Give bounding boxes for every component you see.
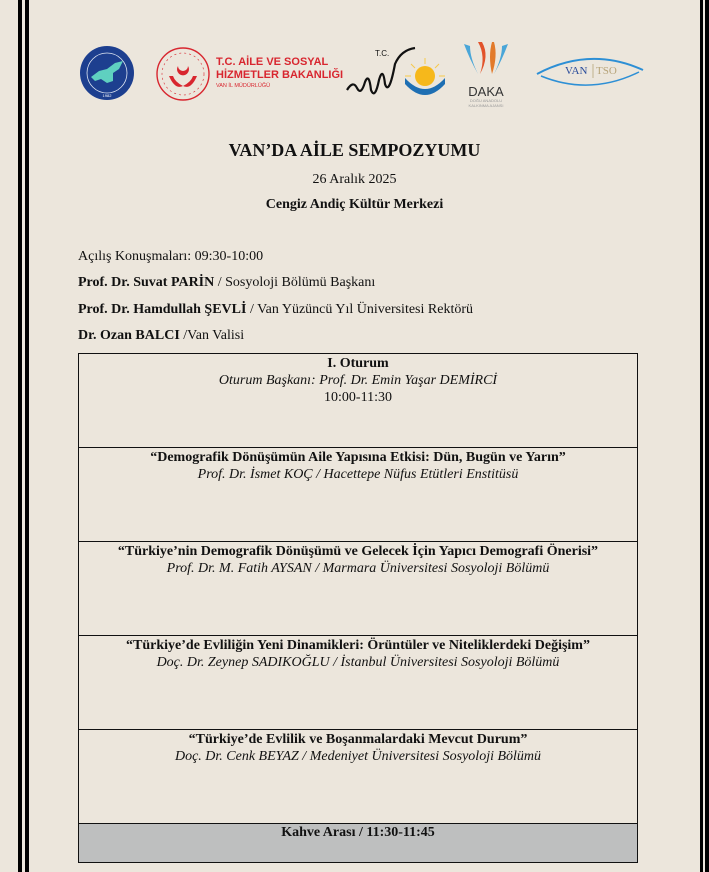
page-border-right-inner [700,0,703,872]
talk-row [79,448,638,542]
speaker-role: / Van Yüzüncü Yıl Üniversitesi Rektörü [246,302,473,317]
logo-strip [0,38,709,118]
opening-speeches-label: Açılış Konuşmaları: 09:30-10:00 [78,249,264,264]
vantso-eye-icon [535,52,645,92]
speaker-role: /Van Valisi [179,328,245,343]
svg-text:T.C.: T.C. [375,49,390,58]
daka-flame-icon: DAKA DOĞU ANADOLU KALKINMA AJANSI [460,40,512,106]
talk-title: “Demografik Dönüşümün Aile Yapısına Etkisi: Dün, Bugün ve Yarın” [150,450,566,465]
talk-speaker: Doç. Dr. Cenk BEYAZ / Medeniyet Üniversitesi Sosyoloji Bölümü [174,749,542,764]
coffee-break-row [79,824,638,863]
talk-title: “Türkiye’de Evlilik ve Boşanmalardaki Mevcut Durum” [188,732,528,747]
svg-text:TSO: TSO [596,65,617,77]
session-header-row [79,354,638,448]
event-venue: Cengiz Andiç Kültür Merkezi [265,197,444,212]
speaker-name: Prof. Dr. Suvat PARİN [78,275,215,290]
svg-text:VAN: VAN [565,65,588,77]
page-border-right-outer [705,0,709,872]
page-title: VAN’DA AİLE SEMPOZYUMU [228,140,481,160]
svg-text:1982: 1982 [102,93,112,98]
session-chair: Oturum Başkanı: Prof. Dr. Emin Yaşar DEMİRCİ [218,373,498,388]
opening-speaker [78,328,244,344]
coffee-break-label: Kahve Arası / 11:30-11:45 [79,824,638,863]
talk-speaker: Doç. Dr. Zeynep SADIKOĞLU / İstanbul Üniversitesi Sosyoloji Bölümü [156,655,560,670]
talk-row [79,636,638,730]
university-seal-icon [79,45,135,101]
page-border-left-outer [18,0,22,872]
talk-speaker: Prof. Dr. M. Fatih AYSAN / Marmara Üniversitesi Sosyoloji Bölümü [166,561,550,576]
session-name: I. Oturum [327,356,389,371]
talk-title: “Türkiye’nin Demografik Dönüşümü ve Gelecek İçin Yapıcı Demografi Önerisi” [117,544,599,559]
talk-row [79,542,638,636]
opening-speaker [78,275,375,291]
talk-row [79,730,638,824]
municipality-logo-icon [345,44,445,104]
program-table [78,353,638,863]
speaker-name: Dr. Ozan BALCI [78,328,180,343]
ministry-emblem-icon [155,46,211,102]
speaker-name: Prof. Dr. Hamdullah ŞEVLİ [78,302,247,317]
page-border-left-inner [25,0,29,872]
talk-title: “Türkiye’de Evliliğin Yeni Dinamikleri: Örüntüler ve Niteliklerdeki Değişim” [126,638,590,653]
ministry-name: T.C. AİLE VE SOSYAL HİZMETLER BAKANLIĞI VAN İL MÜDÜRLÜĞÜ [216,56,344,89]
session-time: 10:00-11:30 [324,390,392,405]
opening-speaker [78,302,473,318]
speaker-role: / Sosyoloji Bölümü Başkanı [214,275,376,290]
event-date: 26 Aralık 2025 [312,172,397,187]
talk-speaker: Prof. Dr. İsmet KOÇ / Hacettepe Nüfus Etütleri Enstitüsü [197,467,519,482]
